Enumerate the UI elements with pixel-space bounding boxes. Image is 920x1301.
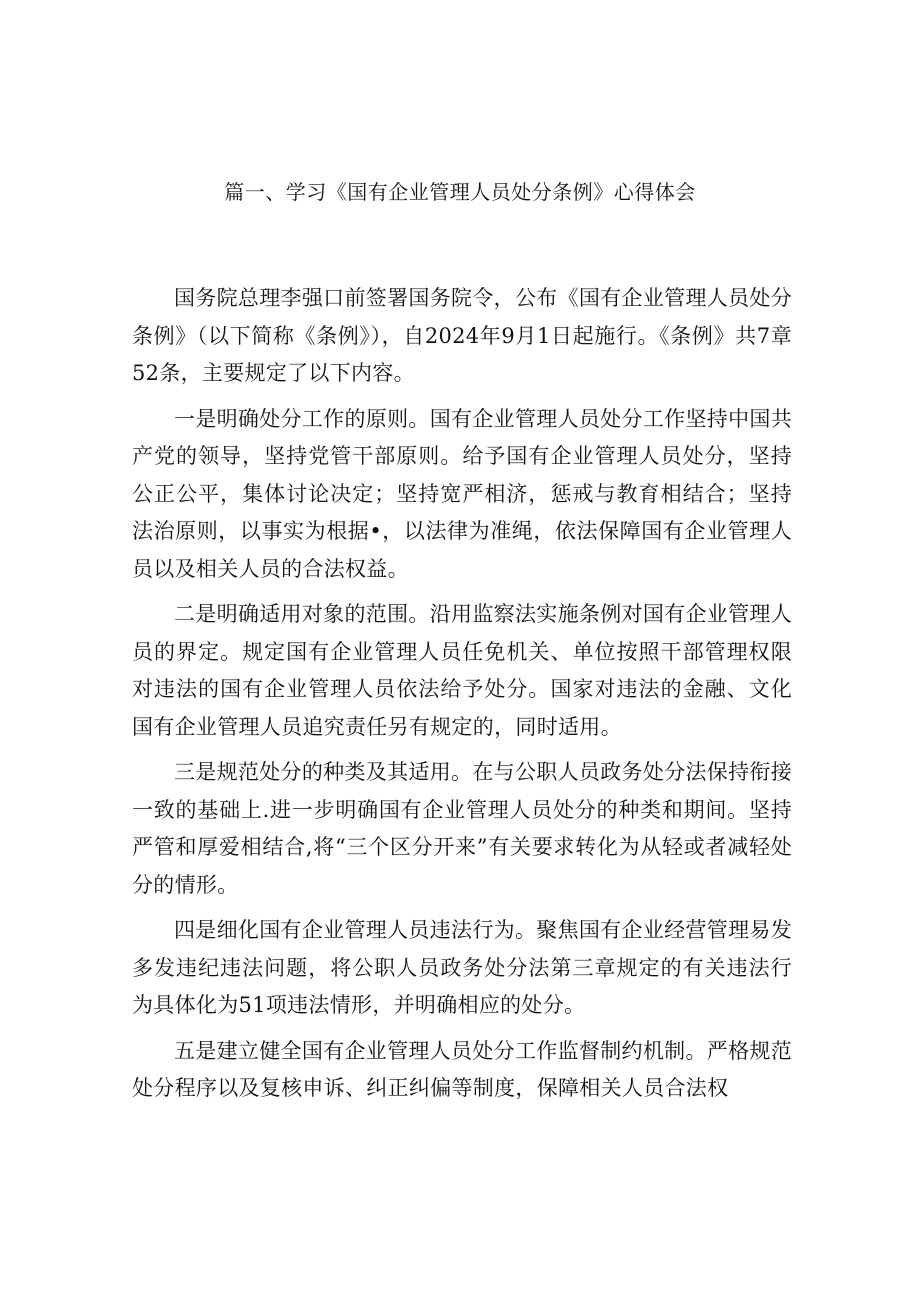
paragraph-scope: 二是明确适用对象的范围。沿用监察法实施条例对国有企业管理人员的界定。规定国有企业管理人员任免机关、单位按照干部管理权限对违法的国有企业管理人员依法给予处分。国家对违法的金融、文化国有企业管理人员追究责任另有规定的，同时适用。 bbox=[132, 602, 792, 739]
document-title: 篇一、学习《国有企业管理人员处分条例》心得体会 bbox=[224, 180, 696, 204]
paragraph-intro: 国务院总理李强口前签署国务院令，公布《国有企业管理人员处分条例》（以下简称《条例》），自2024年9月1日起施行。《条例》共7章52条，主要规定了以下内容。 bbox=[132, 286, 792, 385]
paragraph-violations: 四是细化国有企业管理人员违法行为。聚焦国有企业经营管理易发多发违纪违法问题，将公职人员政务处分法第三章规定的有关违法行为具体化为51项违法情形，并明确相应的处分。 bbox=[132, 918, 792, 1017]
paragraph-principles: 一是明确处分工作的原则。国有企业管理人员处分工作坚持中国共产党的领导，坚持党管干部原则。给予国有企业管理人员处分，坚持公正公平，集体讨论决定；坚持宽严相济，惩戒与教育相结合；坚持法治原则，以事实为根据•，以法律为准绳，依法保障国有企业管理人员以及相关人员的合法权益。 bbox=[132, 406, 792, 581]
document-body bbox=[132, 280, 792, 1116]
paragraph-types: 三是规范处分的种类及其适用。在与公职人员政务处分法保持衔接一致的基础上.进一步明确国有企业管理人员处分的种类和期间。坚持严管和厚爱相结合,将“三个区分开来”有关要求转化为从轻或者减轻处分的情形。 bbox=[132, 760, 792, 897]
paragraph-supervision: 五是建立健全国有企业管理人员处分工作监督制约机制。严格规范处分程序以及复核申诉、纠正纠偏等制度，保障相关人员合法权 bbox=[132, 1038, 792, 1100]
